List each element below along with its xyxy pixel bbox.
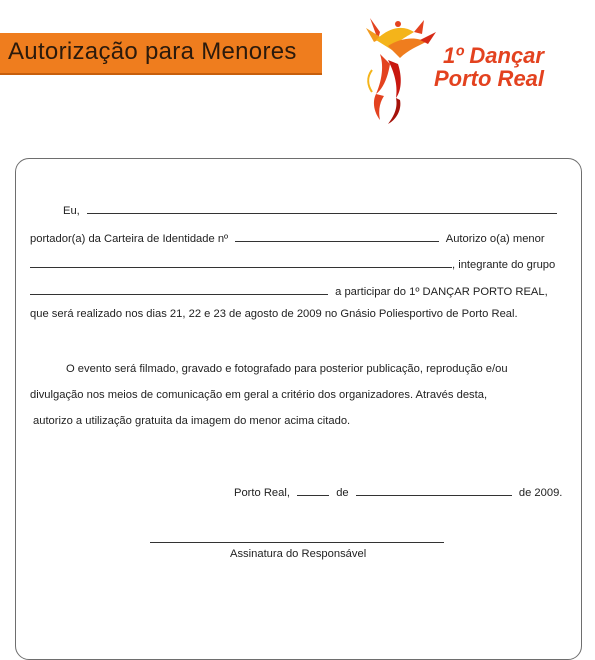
- label-participar: a participar do 1º DANÇAR PORTO REAL,: [335, 286, 548, 298]
- date-line: [234, 484, 562, 499]
- signature-label: Assinatura do Responsável: [230, 548, 367, 560]
- label-de: de: [336, 487, 349, 499]
- form-line-dates: [30, 308, 518, 320]
- label-city: Porto Real,: [234, 487, 290, 499]
- form-line-name: [63, 202, 557, 217]
- consent-line-3: autorizo a utilização gratuita da imagem do menor acima citado.: [33, 415, 351, 427]
- label-portador: portador(a) da Carteira de Identidade nº: [30, 233, 229, 245]
- event-logo: [358, 10, 588, 130]
- form-line-minor: [30, 256, 555, 271]
- consent-line-1: O evento será filmado, gravado e fotografado para posterior publicação, reprodução e/ou: [66, 363, 508, 375]
- id-number-field[interactable]: [235, 230, 439, 242]
- group-name-field[interactable]: [30, 283, 328, 295]
- page-title: Autorização para Menores: [8, 38, 297, 65]
- label-realizado: que será realizado nos dias 21, 22 e 23 de agosto de 2009 no Gnásio Poliesportivo de Porto Real.: [30, 308, 518, 320]
- logo-title-line1: 1º Dançar: [443, 43, 544, 68]
- logo-title-line2: Porto Real: [434, 66, 545, 91]
- label-eu: Eu,: [63, 205, 80, 217]
- title-banner: [0, 33, 322, 75]
- form-line-id: [30, 230, 545, 245]
- minor-name-field[interactable]: [30, 256, 452, 268]
- signature-field[interactable]: [150, 542, 444, 543]
- consent-line-2: divulgação nos meios de comunicação em geral a critério dos organizadores. Através desta,: [30, 389, 488, 401]
- form-line-group: [30, 283, 548, 298]
- label-integrante: , integrante do grupo: [452, 259, 556, 271]
- day-field[interactable]: [297, 484, 329, 496]
- name-field[interactable]: [87, 202, 557, 214]
- label-autorizo: Autorizo o(a) menor: [445, 233, 545, 245]
- label-year: de 2009.: [518, 487, 563, 499]
- month-field[interactable]: [356, 484, 512, 496]
